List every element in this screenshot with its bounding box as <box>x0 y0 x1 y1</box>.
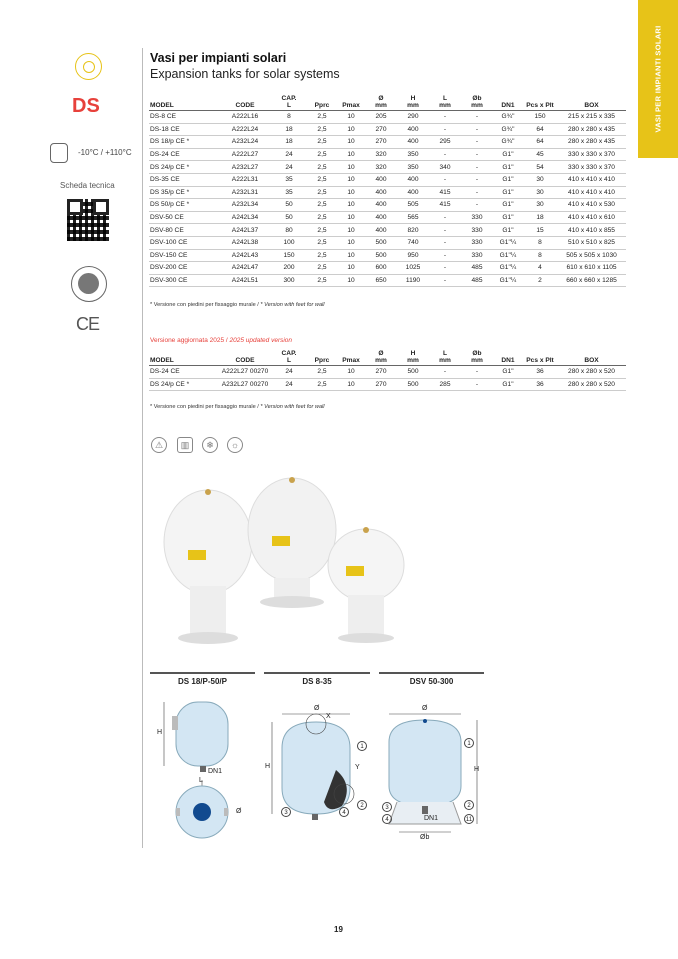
column-header: DN1 <box>493 92 523 111</box>
table-cell: 45 <box>523 148 557 161</box>
table-cell: 565 <box>397 211 429 224</box>
column-header: Ø mm <box>365 347 397 366</box>
table-cell: DS-35 CE <box>149 173 219 186</box>
footnote: * Versione con piedini per fissaggio murale / * Version with feet for wall <box>150 302 325 308</box>
dim-label-dn1: DN1 <box>208 768 223 775</box>
table-cell: 10 <box>337 236 365 249</box>
table-cell: 600 <box>365 262 397 275</box>
column-header: L mm <box>429 92 461 111</box>
diagram-title: DS 18/P-50/P <box>178 677 227 686</box>
table-cell: 2,5 <box>307 111 337 124</box>
table-cell: - <box>461 136 493 149</box>
table-cell: G1" <box>493 378 523 391</box>
table-row <box>149 148 626 161</box>
table-cell: 350 <box>397 161 429 174</box>
table-cell: 410 x 410 x 610 <box>557 211 626 224</box>
table-cell: 270 <box>365 378 397 391</box>
table-cell: 2,5 <box>307 186 337 199</box>
table-cell: 500 <box>365 236 397 249</box>
table-cell: DS 18/p CE * <box>149 136 219 149</box>
table-cell: 330 x 330 x 370 <box>557 161 626 174</box>
callout-4: 4 <box>382 814 392 824</box>
table-cell: 8 <box>523 249 557 262</box>
tech-sheet-label: Scheda tecnica <box>60 181 115 190</box>
table-cell: 35 <box>271 186 307 199</box>
table-row <box>149 161 626 174</box>
dim-label-y: Y <box>355 764 360 771</box>
updated-version-label: Versione aggiornata 2025 / 2025 updated version <box>150 337 293 344</box>
table-row <box>149 224 626 237</box>
column-header: Pprc <box>307 92 337 111</box>
table-cell: 10 <box>337 249 365 262</box>
table-cell: 500 <box>365 249 397 262</box>
table-cell: 10 <box>337 224 365 237</box>
table-cell: 295 <box>429 136 461 149</box>
table-cell: 50 <box>271 199 307 212</box>
table-cell: 36 <box>523 378 557 391</box>
table-cell: 2,5 <box>307 173 337 186</box>
table-cell: 505 x 505 x 1030 <box>557 249 626 262</box>
table-cell: A232L31 <box>219 186 271 199</box>
table-cell: - <box>429 274 461 287</box>
table-cell: 10 <box>337 366 365 379</box>
table-cell: 500 <box>397 378 429 391</box>
table-cell: 10 <box>337 262 365 275</box>
side-tab-label: VASI PER IMPIANTI SOLARI <box>653 25 663 133</box>
table-cell: 285 <box>429 378 461 391</box>
table-cell: G1"¼ <box>493 236 523 249</box>
column-header: H mm <box>397 347 429 366</box>
table-cell: 650 <box>365 274 397 287</box>
table-cell: - <box>429 366 461 379</box>
table-row <box>149 211 626 224</box>
table-cell: 200 <box>271 262 307 275</box>
table-cell: G¾" <box>493 136 523 149</box>
table-cell: A222L31 <box>219 173 271 186</box>
footnote: * Versione con piedini per fissaggio murale / * Version with feet for wall <box>150 404 325 410</box>
table-cell: DS 24/p CE * <box>149 161 219 174</box>
table-cell: DS 50/p CE * <box>149 199 219 212</box>
table-cell: 2,5 <box>307 211 337 224</box>
table-cell: 2,5 <box>307 199 337 212</box>
column-header: Ø mm <box>365 92 397 111</box>
callout-2: 2 <box>357 800 367 810</box>
table-cell: A242L38 <box>219 236 271 249</box>
divider <box>379 672 484 674</box>
table-cell: DS-24 CE <box>149 148 219 161</box>
table-cell: A242L51 <box>219 274 271 287</box>
table-cell: - <box>461 186 493 199</box>
table-cell: - <box>429 262 461 275</box>
table-cell: 2,5 <box>307 236 337 249</box>
column-header: Øb mm <box>461 347 493 366</box>
table-cell: 270 <box>365 123 397 136</box>
table-cell: 330 <box>461 224 493 237</box>
table-cell: 400 <box>365 186 397 199</box>
table-cell: 400 <box>365 211 397 224</box>
table-cell: 400 <box>365 199 397 212</box>
table-cell: A222L24 <box>219 123 271 136</box>
no-fire-icon: ⚠ <box>151 437 167 453</box>
dim-label-o: Ø <box>236 808 242 815</box>
table-cell: 18 <box>271 123 307 136</box>
table-cell: 35 <box>271 173 307 186</box>
column-header: BOX <box>557 347 626 366</box>
table-cell: 500 <box>397 366 429 379</box>
table-cell: DS-8 CE <box>149 111 219 124</box>
table-cell: 400 <box>397 123 429 136</box>
table-cell: 10 <box>337 211 365 224</box>
table-cell: 4 <box>523 262 557 275</box>
callout-3: 3 <box>281 807 291 817</box>
table-cell: - <box>429 123 461 136</box>
table-cell: 2,5 <box>307 136 337 149</box>
table-cell: 660 x 660 x 1285 <box>557 274 626 287</box>
table-cell: 150 <box>523 111 557 124</box>
table-cell: 410 x 410 x 530 <box>557 199 626 212</box>
spec-table-updated <box>149 347 626 391</box>
table-cell: 505 <box>397 199 429 212</box>
table-row <box>149 123 626 136</box>
dim-label-l: L <box>199 777 203 784</box>
table-cell: G1" <box>493 211 523 224</box>
table-cell: 330 <box>461 249 493 262</box>
table-cell: 2,5 <box>307 148 337 161</box>
table-cell: G1" <box>493 161 523 174</box>
temperature-range: -10°C / +110°C <box>78 148 132 157</box>
table-cell: G1"¼ <box>493 262 523 275</box>
table-cell: 10 <box>337 148 365 161</box>
column-header: CODE <box>219 347 271 366</box>
table-cell: 280 x 280 x 435 <box>557 123 626 136</box>
table-cell: 24 <box>271 161 307 174</box>
column-header: L mm <box>429 347 461 366</box>
column-header: DN1 <box>493 347 523 366</box>
table-cell: 330 <box>461 236 493 249</box>
table-cell: - <box>429 173 461 186</box>
table-cell: 18 <box>271 136 307 149</box>
table-cell: 410 x 410 x 410 <box>557 173 626 186</box>
table-row <box>149 186 626 199</box>
dim-label-h: H <box>265 763 271 770</box>
table-cell: 215 x 215 x 335 <box>557 111 626 124</box>
table-cell: - <box>461 161 493 174</box>
table-cell: A242L43 <box>219 249 271 262</box>
table-cell: 2,5 <box>307 249 337 262</box>
table-cell: 10 <box>337 136 365 149</box>
table-cell: 150 <box>271 249 307 262</box>
dim-label-o: Ø <box>314 705 320 712</box>
table-cell: 300 <box>271 274 307 287</box>
product-code: DS <box>72 95 100 117</box>
table-cell: 1025 <box>397 262 429 275</box>
table-cell: 415 <box>429 186 461 199</box>
dim-label-dn1: DN1 <box>424 815 439 822</box>
table-cell: G1" <box>493 148 523 161</box>
table-cell: 270 <box>365 136 397 149</box>
table-cell: - <box>429 211 461 224</box>
table-cell: A232L24 <box>219 136 271 149</box>
table-row <box>149 249 626 262</box>
callout-2: 2 <box>464 800 474 810</box>
page-number: 19 <box>334 925 343 934</box>
table-cell: 64 <box>523 123 557 136</box>
table-cell: DSV-150 CE <box>149 249 219 262</box>
table-cell: 10 <box>337 186 365 199</box>
table-cell: G¾" <box>493 123 523 136</box>
dim-label-o: Ø <box>422 705 428 712</box>
table-cell: 410 x 410 x 410 <box>557 186 626 199</box>
table-cell: G1" <box>493 173 523 186</box>
table-cell: 350 <box>397 148 429 161</box>
table-cell: 320 <box>365 161 397 174</box>
table-cell: A242L34 <box>219 211 271 224</box>
table-cell: 80 <box>271 224 307 237</box>
table-cell: 2,5 <box>307 274 337 287</box>
table-cell: 400 <box>397 173 429 186</box>
table-row <box>149 199 626 212</box>
table-cell: 15 <box>523 224 557 237</box>
table-cell: A222L16 <box>219 111 271 124</box>
table-cell: 2,5 <box>307 161 337 174</box>
table-cell: 290 <box>397 111 429 124</box>
table-row <box>149 366 626 379</box>
table-cell: 2 <box>523 274 557 287</box>
table-cell: 64 <box>523 136 557 149</box>
sun-icon <box>75 53 102 80</box>
table-cell: DS-24 CE <box>149 366 219 379</box>
table-cell: 2,5 <box>307 366 337 379</box>
callout-1: 1 <box>357 741 367 751</box>
table-cell: 30 <box>523 199 557 212</box>
certification-seal-icon <box>71 266 107 302</box>
table-cell: 2,5 <box>307 123 337 136</box>
callout-1: 1 <box>464 738 474 748</box>
table-cell: 2,5 <box>307 378 337 391</box>
table-cell: 400 <box>397 186 429 199</box>
table-cell: 330 <box>461 211 493 224</box>
table-cell: G1" <box>493 186 523 199</box>
table-cell: A242L47 <box>219 262 271 275</box>
table-cell: A232L27 <box>219 161 271 174</box>
callout-3: 3 <box>382 802 392 812</box>
qr-code[interactable] <box>67 199 109 241</box>
table-cell: 24 <box>271 148 307 161</box>
table-cell: 950 <box>397 249 429 262</box>
column-header: H mm <box>397 92 429 111</box>
table-cell: DSV-100 CE <box>149 236 219 249</box>
table-cell: 280 x 280 x 520 <box>557 366 626 379</box>
table-cell: 280 x 280 x 520 <box>557 378 626 391</box>
table-cell: A232L34 <box>219 199 271 212</box>
table-cell: - <box>429 148 461 161</box>
table-cell: 400 <box>365 224 397 237</box>
table-cell: 205 <box>365 111 397 124</box>
table-cell: G1" <box>493 366 523 379</box>
table-cell: A222L27 00270 <box>219 366 271 379</box>
table-cell: 10 <box>337 199 365 212</box>
column-header: CODE <box>219 92 271 111</box>
table-cell: 24 <box>271 366 307 379</box>
table-cell: 54 <box>523 161 557 174</box>
table-cell: 10 <box>337 161 365 174</box>
product-photo <box>160 470 408 650</box>
table-cell: 400 <box>397 136 429 149</box>
table-cell: 400 <box>365 173 397 186</box>
table-cell: 485 <box>461 262 493 275</box>
table-row <box>149 378 626 391</box>
side-category-tab <box>638 0 678 158</box>
table-cell: G1"¼ <box>493 274 523 287</box>
column-header: BOX <box>557 92 626 111</box>
column-header: Pcs x Plt <box>523 347 557 366</box>
table-cell: 330 x 330 x 370 <box>557 148 626 161</box>
column-header: Pprc <box>307 347 337 366</box>
table-cell: - <box>461 199 493 212</box>
column-header: CAP. L <box>271 92 307 111</box>
dim-label-x: X <box>326 713 331 720</box>
table-cell: 510 x 510 x 825 <box>557 236 626 249</box>
diagram-title: DS 8-35 <box>302 677 332 686</box>
table-cell: 30 <box>523 173 557 186</box>
table-cell: - <box>429 236 461 249</box>
table-cell: 2,5 <box>307 262 337 275</box>
table-cell: - <box>461 173 493 186</box>
table-row <box>149 262 626 275</box>
table-cell: - <box>429 111 461 124</box>
table-cell: - <box>461 123 493 136</box>
table-cell: - <box>429 249 461 262</box>
table-cell: - <box>461 378 493 391</box>
column-divider <box>142 48 143 848</box>
snowflake-icon: ❄ <box>202 437 218 453</box>
table-row <box>149 236 626 249</box>
table-cell: DSV-200 CE <box>149 262 219 275</box>
spec-table <box>149 92 626 287</box>
callout-4: 4 <box>339 807 349 817</box>
page-title: Vasi per impianti solari <box>150 51 287 65</box>
table-cell: DS 24/p CE * <box>149 378 219 391</box>
column-header: MODEL <box>149 347 219 366</box>
callout-11: 11 <box>464 814 474 824</box>
table-cell: 10 <box>337 173 365 186</box>
table-cell: G¾" <box>493 111 523 124</box>
table-cell: DSV-50 CE <box>149 211 219 224</box>
page-subtitle: Expansion tanks for solar systems <box>150 67 340 81</box>
dim-label-ob: Øb <box>420 834 430 841</box>
diagram-ds-18p-50p <box>150 690 255 840</box>
table-row <box>149 274 626 287</box>
table-cell: 36 <box>523 366 557 379</box>
table-cell: 8 <box>271 111 307 124</box>
table-cell: A222L27 <box>219 148 271 161</box>
table-cell: 410 x 410 x 855 <box>557 224 626 237</box>
ce-mark-icon: CE <box>76 314 100 334</box>
table-cell: 10 <box>337 111 365 124</box>
table-row <box>149 111 626 124</box>
table-row <box>149 173 626 186</box>
table-cell: 280 x 280 x 435 <box>557 136 626 149</box>
table-cell: DSV-80 CE <box>149 224 219 237</box>
table-cell: 18 <box>523 211 557 224</box>
diagram-title: DSV 50-300 <box>409 677 454 686</box>
table-cell: DS-18 CE <box>149 123 219 136</box>
table-cell: 485 <box>461 274 493 287</box>
table-cell: - <box>461 148 493 161</box>
table-cell: 610 x 610 x 1105 <box>557 262 626 275</box>
column-header: Pmax <box>337 92 365 111</box>
table-cell: 100 <box>271 236 307 249</box>
table-cell: G1"¼ <box>493 249 523 262</box>
column-header: CAP. L <box>271 347 307 366</box>
table-cell: 415 <box>429 199 461 212</box>
table-cell: 30 <box>523 186 557 199</box>
column-header: MODEL <box>149 92 219 111</box>
table-cell: 10 <box>337 123 365 136</box>
table-cell: 740 <box>397 236 429 249</box>
table-cell: DS 35/p CE * <box>149 186 219 199</box>
table-cell: 820 <box>397 224 429 237</box>
table-cell: 320 <box>365 148 397 161</box>
table-cell: G1" <box>493 224 523 237</box>
divider <box>150 672 255 674</box>
table-row <box>149 136 626 149</box>
thermometer-icon <box>50 143 68 163</box>
column-header: Pmax <box>337 347 365 366</box>
table-cell: A242L37 <box>219 224 271 237</box>
divider <box>264 672 370 674</box>
table-cell: 2,5 <box>307 224 337 237</box>
sun-icon: ☼ <box>227 437 243 453</box>
table-cell: 8 <box>523 236 557 249</box>
table-cell: G1" <box>493 199 523 212</box>
table-cell: - <box>461 366 493 379</box>
table-cell: - <box>461 111 493 124</box>
table-cell: 24 <box>271 378 307 391</box>
radiator-icon: ▥ <box>177 437 193 453</box>
table-cell: 1190 <box>397 274 429 287</box>
dim-label-h: H <box>157 729 163 736</box>
table-cell: 10 <box>337 274 365 287</box>
table-cell: 50 <box>271 211 307 224</box>
column-header: Pcs x Plt <box>523 92 557 111</box>
table-cell: 10 <box>337 378 365 391</box>
column-header: Øb mm <box>461 92 493 111</box>
table-cell: - <box>429 224 461 237</box>
table-cell: 340 <box>429 161 461 174</box>
table-cell: A232L27 00270 <box>219 378 271 391</box>
table-cell: DSV-300 CE <box>149 274 219 287</box>
table-cell: 270 <box>365 366 397 379</box>
dim-label-h: H <box>474 766 480 773</box>
